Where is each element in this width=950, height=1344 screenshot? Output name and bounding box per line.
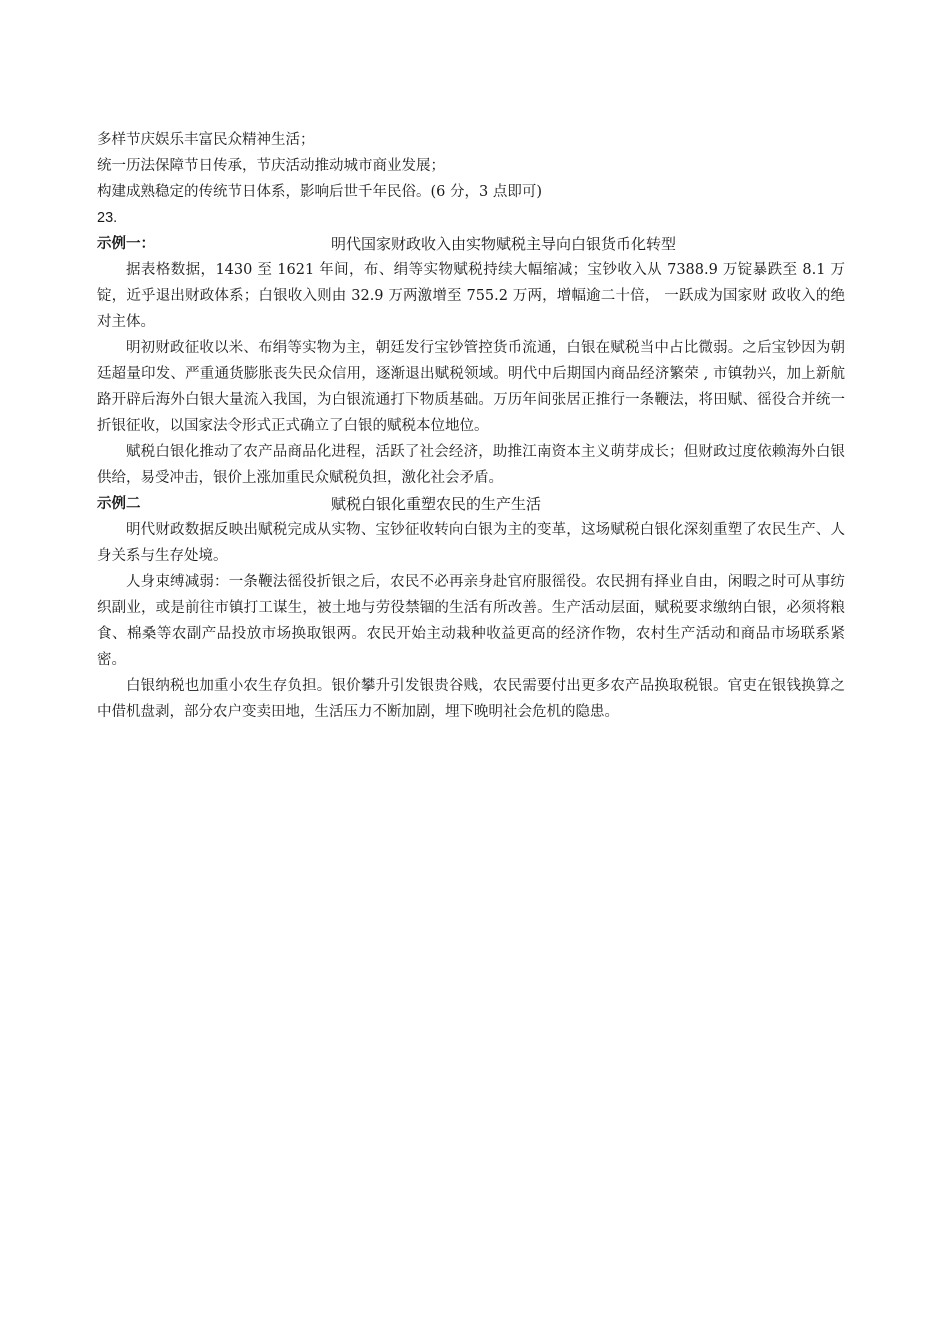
- intro-line: 多样节庆娱乐丰富民众精神生活；: [97, 132, 315, 148]
- example-2-paragraph: 明代财政数据反映出赋税完成从实物、宝钞征收转向白银为主的变革，这场赋税白银化深刻重塑了农民生产、人身关系与生存处境。: [97, 522, 845, 564]
- example-1-paragraph: 明初财政征收以米、布绢等实物为主，朝廷发行宝钞管控货币流通，白银在赋税当中占比微弱。之后宝钞因为朝廷超量印发、严重通货膨胀丧失民众信用，逐渐退出赋税领域。明代中后期国内商品经济繁荣 , 市镇勃兴，加上新航路开辟后海外白银大量流入我国，为白银流通打下物质基础。万历年间张居正推行一条鞭法，将田赋、徭役合并统一折银征收，以国家法令形式正式确立了白银的赋税本位地位。: [97, 340, 845, 434]
- example-1-label: 示例一：: [97, 236, 155, 252]
- example-2-paragraph: 白银纳税也加重小农生存负担。银价攀升引发银贵谷贱，农民需要付出更多农产品换取税银。官吏在银钱换算之中借机盘剥，部分农户变卖田地，生活压力不断加剧，埋下晚明社会危机的隐患。: [97, 678, 845, 720]
- example-2-paragraph: 人身束缚减弱：一条鞭法徭役折银之后，农民不必再亲身赴官府服徭役。农民拥有择业自由，闲暇之时可从事纺织副业，或是前往市镇打工谋生，被土地与劳役禁锢的生活有所改善。生产活动层面，赋税要求缴纳白银，必须将粮食、棉桑等农副产品投放市场换取银两。农民开始主动栽种收益更高的经济作物，农村生产活动和商品市场联系紧密。: [97, 574, 845, 668]
- intro-line: 统一历法保障节日传承，节庆活动推动城市商业发展；: [97, 158, 445, 174]
- question-number: 23.: [97, 210, 118, 226]
- document-page: [97, 127, 845, 725]
- example-2-title: 赋税白银化重塑农民的生产生活: [331, 495, 542, 513]
- example-1-title: 明代国家财政收入由实物赋税主导向白银货币化转型: [331, 235, 677, 253]
- example-2-heading: [97, 491, 845, 517]
- example-1-paragraph: 赋税白银化推动了农产品商品化进程，活跃了社会经济，助推江南资本主义萌芽成长；但财政过度依赖海外白银供给，易受冲击，银价上涨加重民众赋税负担，激化社会矛盾。: [97, 444, 845, 486]
- intro-line: 构建成熟稳定的传统节日体系，影响后世千年民俗。(6 分，3 点即可): [97, 184, 542, 200]
- example-1-paragraph: 据表格数据，1430 至 1621 年间，布、绢等实物赋税持续大幅缩减；宝钞收入从 7388.9 万锭暴跌至 8.1 万锭，近乎退出财政体系；白银收入则由 32.9 万两激增至 755.2 万两，增幅逾二十倍， 一跃成为国家财 政收入的绝对主体。: [97, 262, 845, 330]
- example-2-label: 示例二: [97, 496, 141, 512]
- example-1-heading: [97, 231, 845, 257]
